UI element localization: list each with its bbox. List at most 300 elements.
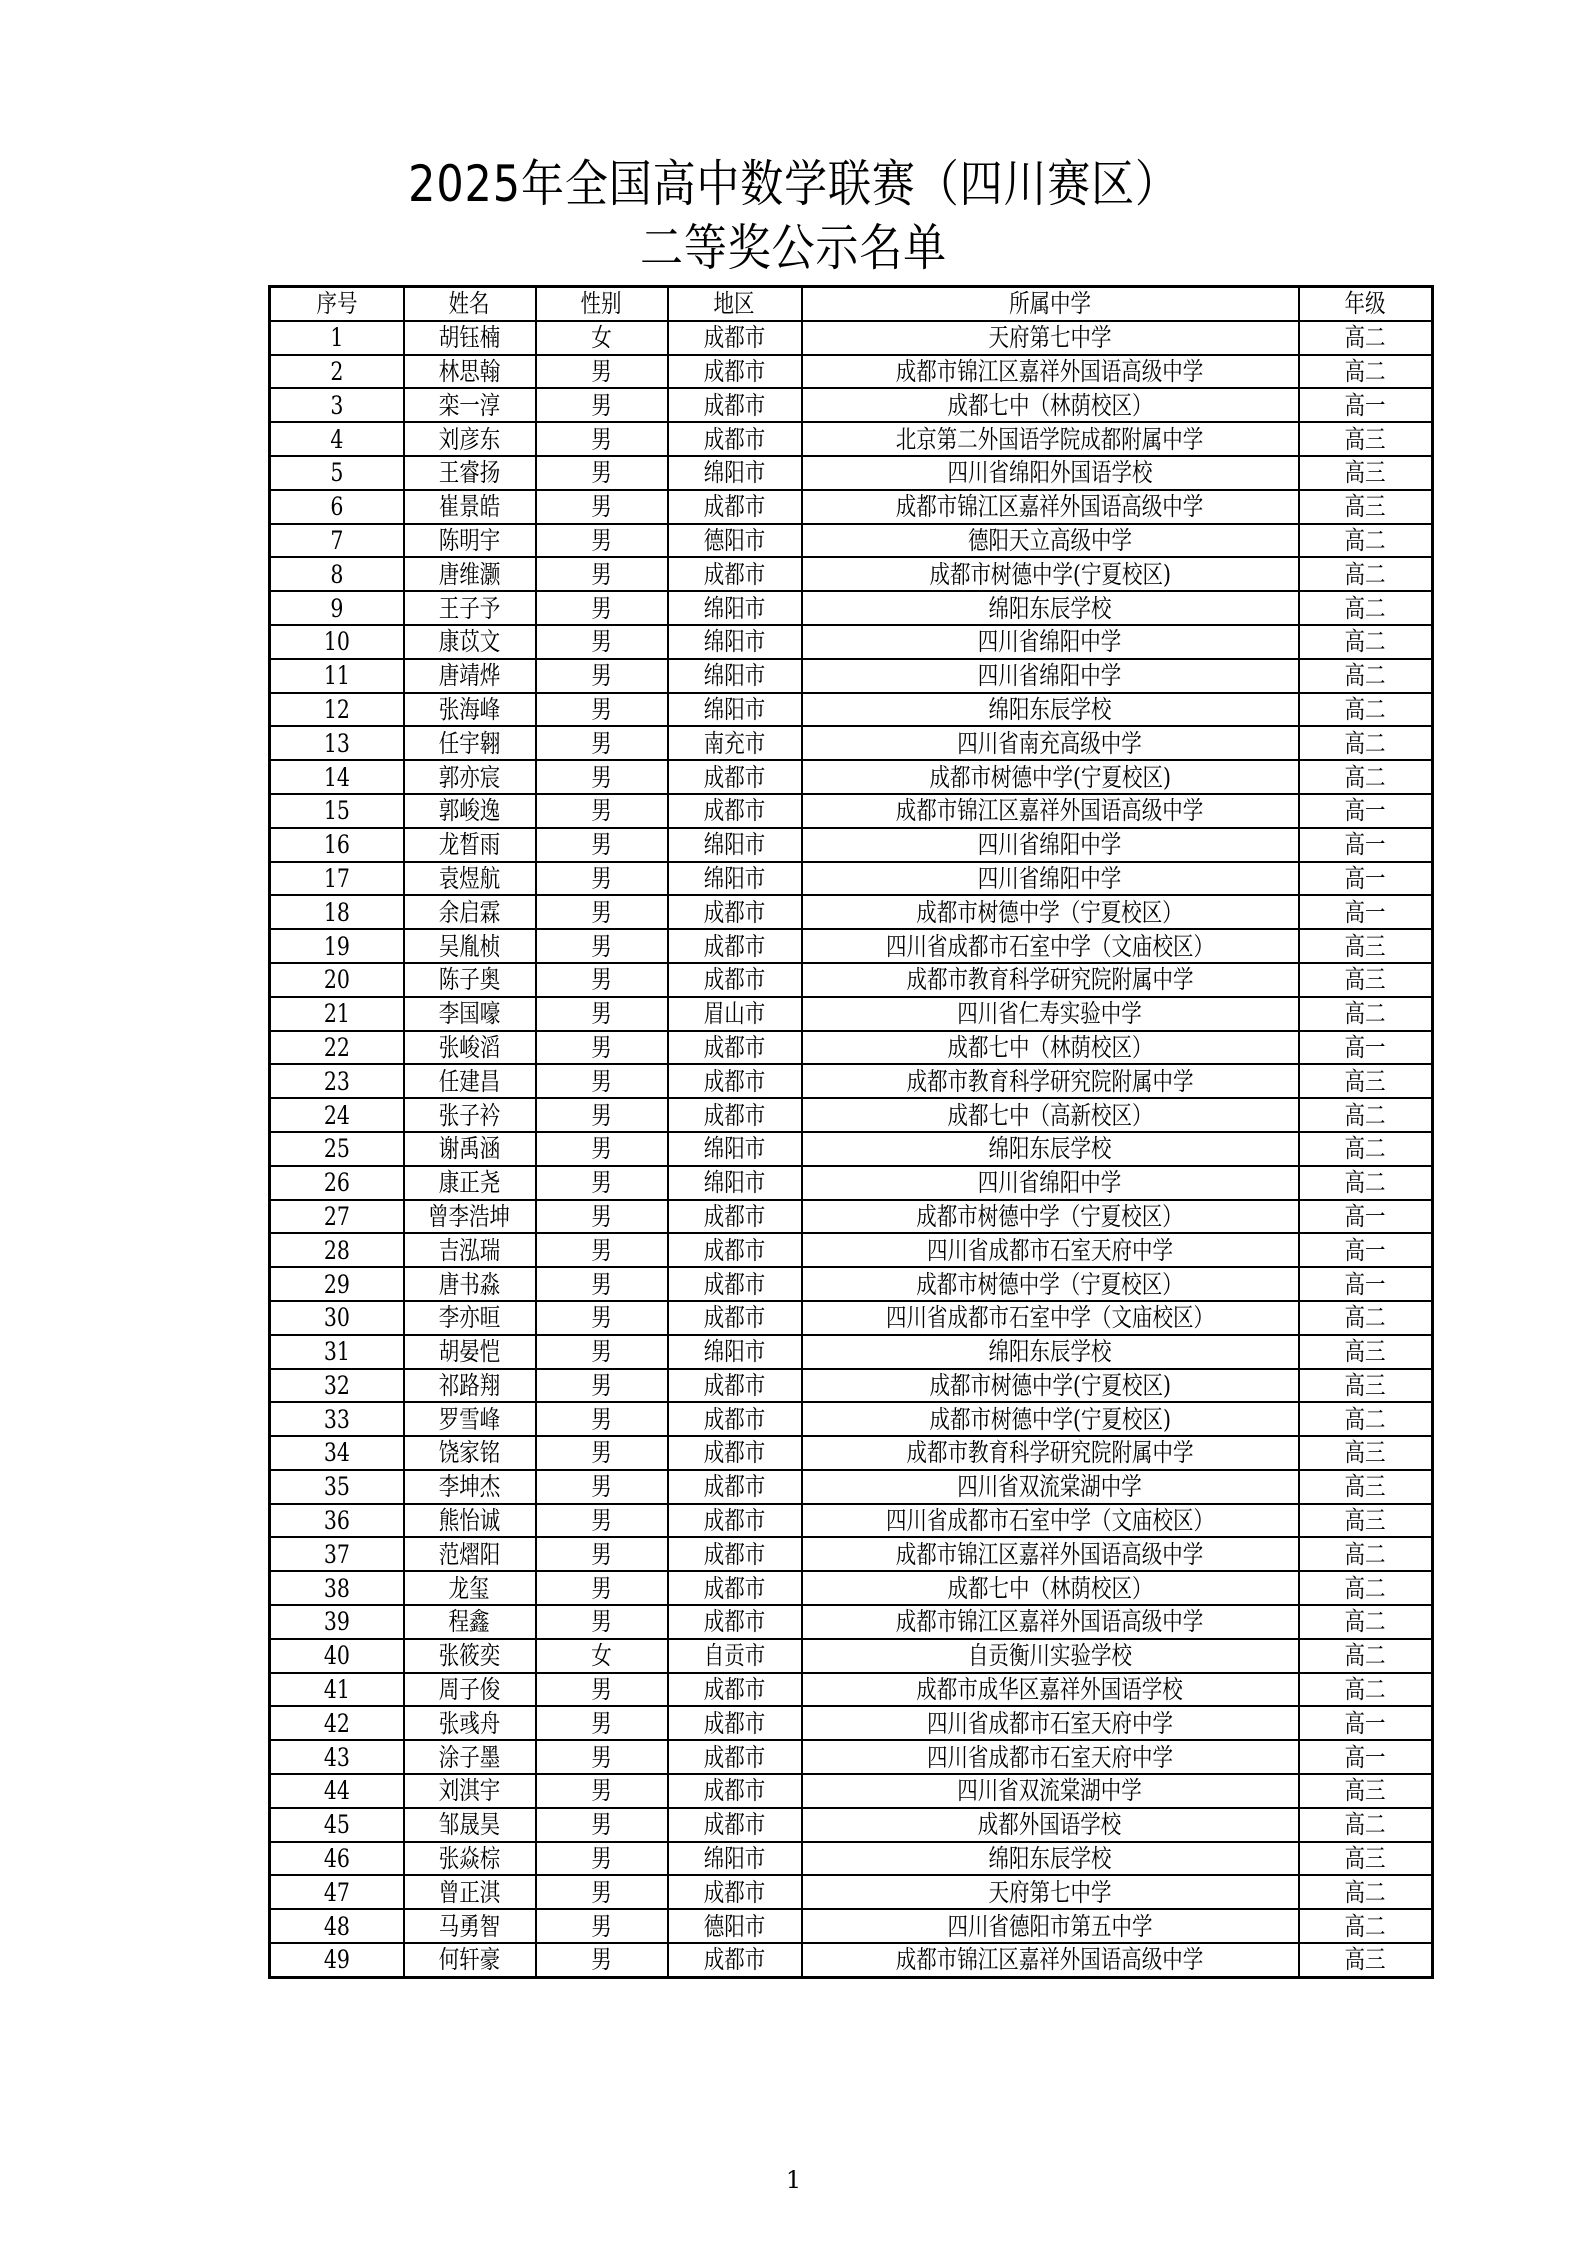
cell-gender: 男 <box>536 895 668 929</box>
cell-index: 27 <box>270 1200 404 1234</box>
cell-region: 成都市 <box>668 355 802 389</box>
cell-grade: 高三 <box>1299 422 1433 456</box>
table-row <box>270 1740 1433 1774</box>
table-row <box>270 794 1433 828</box>
cell-name: 胡晏恺 <box>404 1335 536 1369</box>
cell-name: 余启霖 <box>404 895 536 929</box>
cell-name: 郭亦宸 <box>404 760 536 794</box>
cell-region: 绵阳市 <box>668 862 802 896</box>
cell-gender: 男 <box>536 456 668 490</box>
cell-school: 成都七中（林荫校区） <box>802 388 1299 422</box>
cell-name: 陈明宇 <box>404 524 536 558</box>
table-row <box>270 726 1433 760</box>
cell-region: 成都市 <box>668 1774 802 1808</box>
table-row <box>270 1504 1433 1538</box>
cell-index: 38 <box>270 1571 404 1605</box>
cell-school: 绵阳东辰学校 <box>802 591 1299 625</box>
table-row <box>270 828 1433 862</box>
cell-index: 32 <box>270 1369 404 1403</box>
table-row <box>270 1031 1433 1065</box>
page-number: 1 <box>785 2166 802 2194</box>
cell-name: 何轩豪 <box>404 1943 536 1977</box>
cell-school: 成都市锦江区嘉祥外国语高级中学 <box>802 794 1299 828</box>
cell-grade: 高二 <box>1299 1537 1433 1571</box>
cell-grade: 高二 <box>1299 726 1433 760</box>
cell-gender: 男 <box>536 1943 668 1977</box>
cell-school: 四川省成都市石室中学（文庙校区） <box>802 1301 1299 1335</box>
cell-region: 成都市 <box>668 929 802 963</box>
cell-grade: 高一 <box>1299 862 1433 896</box>
cell-region: 成都市 <box>668 1200 802 1234</box>
cell-index: 12 <box>270 693 404 727</box>
cell-grade: 高三 <box>1299 456 1433 490</box>
table-row <box>270 625 1433 659</box>
cell-gender: 男 <box>536 1842 668 1876</box>
cell-school: 四川省绵阳中学 <box>802 659 1299 693</box>
table-row <box>270 456 1433 490</box>
cell-name: 熊怡诚 <box>404 1504 536 1538</box>
table-row <box>270 1436 1433 1470</box>
cell-region: 成都市 <box>668 1436 802 1470</box>
header-region: 地区 <box>668 287 802 321</box>
cell-region: 绵阳市 <box>668 828 802 862</box>
cell-school: 绵阳东辰学校 <box>802 693 1299 727</box>
cell-grade: 高二 <box>1299 591 1433 625</box>
cell-grade: 高二 <box>1299 557 1433 591</box>
cell-index: 24 <box>270 1098 404 1132</box>
cell-index: 16 <box>270 828 404 862</box>
table-row <box>270 1470 1433 1504</box>
cell-name: 李坤杰 <box>404 1470 536 1504</box>
table-body <box>270 321 1433 1978</box>
cell-name: 涂子墨 <box>404 1740 536 1774</box>
cell-index: 35 <box>270 1470 404 1504</box>
cell-grade: 高一 <box>1299 1267 1433 1301</box>
cell-index: 17 <box>270 862 404 896</box>
cell-name: 林思翰 <box>404 355 536 389</box>
cell-region: 成都市 <box>668 1267 802 1301</box>
cell-name: 罗雪峰 <box>404 1402 536 1436</box>
table-row <box>270 355 1433 389</box>
cell-grade: 高一 <box>1299 1740 1433 1774</box>
cell-grade: 高二 <box>1299 1571 1433 1605</box>
cell-index: 3 <box>270 388 404 422</box>
cell-school: 成都市树德中学(宁夏校区) <box>802 557 1299 591</box>
table-row <box>270 1605 1433 1639</box>
cell-region: 绵阳市 <box>668 1166 802 1200</box>
cell-gender: 男 <box>536 1909 668 1943</box>
cell-school: 成都市教育科学研究院附属中学 <box>802 1064 1299 1098</box>
cell-index: 18 <box>270 895 404 929</box>
table-row <box>270 490 1433 524</box>
cell-school: 四川省成都市石室中学（文庙校区） <box>802 929 1299 963</box>
cell-grade: 高二 <box>1299 1639 1433 1673</box>
cell-school: 成都市树德中学(宁夏校区) <box>802 1402 1299 1436</box>
cell-index: 22 <box>270 1031 404 1065</box>
cell-index: 49 <box>270 1943 404 1977</box>
cell-index: 39 <box>270 1605 404 1639</box>
table-row <box>270 557 1433 591</box>
cell-region: 成都市 <box>668 1470 802 1504</box>
cell-gender: 男 <box>536 929 668 963</box>
cell-grade: 高三 <box>1299 1335 1433 1369</box>
cell-name: 饶家铭 <box>404 1436 536 1470</box>
cell-name: 袁煜航 <box>404 862 536 896</box>
cell-school: 四川省仁寿实验中学 <box>802 997 1299 1031</box>
cell-grade: 高二 <box>1299 1301 1433 1335</box>
cell-school: 四川省绵阳外国语学校 <box>802 456 1299 490</box>
cell-index: 14 <box>270 760 404 794</box>
award-list-table <box>268 285 1434 1979</box>
cell-region: 成都市 <box>668 1098 802 1132</box>
cell-school: 绵阳东辰学校 <box>802 1335 1299 1369</box>
cell-grade: 高二 <box>1299 1875 1433 1909</box>
cell-school: 自贡衡川实验学校 <box>802 1639 1299 1673</box>
cell-grade: 高二 <box>1299 1808 1433 1842</box>
cell-grade: 高一 <box>1299 1233 1433 1267</box>
cell-region: 绵阳市 <box>668 1335 802 1369</box>
table-row <box>270 929 1433 963</box>
table-row <box>270 1335 1433 1369</box>
cell-grade: 高三 <box>1299 1064 1433 1098</box>
cell-index: 47 <box>270 1875 404 1909</box>
cell-school: 成都七中（林荫校区） <box>802 1571 1299 1605</box>
cell-school: 天府第七中学 <box>802 321 1299 355</box>
cell-school: 四川省双流棠湖中学 <box>802 1470 1299 1504</box>
cell-index: 44 <box>270 1774 404 1808</box>
cell-school: 成都市树德中学（宁夏校区） <box>802 1200 1299 1234</box>
cell-school: 成都市树德中学(宁夏校区) <box>802 760 1299 794</box>
cell-grade: 高三 <box>1299 1504 1433 1538</box>
cell-grade: 高二 <box>1299 659 1433 693</box>
cell-school: 成都七中（林荫校区） <box>802 1031 1299 1065</box>
table-row <box>270 1200 1433 1234</box>
cell-school: 成都市成华区嘉祥外国语学校 <box>802 1673 1299 1707</box>
cell-school: 成都市锦江区嘉祥外国语高级中学 <box>802 1943 1299 1977</box>
cell-gender: 女 <box>536 1639 668 1673</box>
table-row <box>270 1402 1433 1436</box>
table-row <box>270 388 1433 422</box>
cell-grade: 高一 <box>1299 388 1433 422</box>
table-row <box>270 591 1433 625</box>
cell-region: 成都市 <box>668 1875 802 1909</box>
cell-school: 天府第七中学 <box>802 1875 1299 1909</box>
cell-name: 吴胤桢 <box>404 929 536 963</box>
header-index: 序号 <box>270 287 404 321</box>
cell-index: 46 <box>270 1842 404 1876</box>
cell-region: 绵阳市 <box>668 693 802 727</box>
cell-name: 张焱棕 <box>404 1842 536 1876</box>
cell-index: 2 <box>270 355 404 389</box>
cell-name: 祁路翔 <box>404 1369 536 1403</box>
cell-index: 40 <box>270 1639 404 1673</box>
cell-gender: 男 <box>536 355 668 389</box>
table-row <box>270 1064 1433 1098</box>
cell-region: 成都市 <box>668 794 802 828</box>
cell-index: 25 <box>270 1132 404 1166</box>
cell-name: 龙玺 <box>404 1571 536 1605</box>
cell-grade: 高二 <box>1299 1673 1433 1707</box>
cell-name: 曾正淇 <box>404 1875 536 1909</box>
cell-index: 21 <box>270 997 404 1031</box>
table-row <box>270 1537 1433 1571</box>
cell-index: 41 <box>270 1673 404 1707</box>
cell-name: 马勇智 <box>404 1909 536 1943</box>
cell-school: 成都市教育科学研究院附属中学 <box>802 1436 1299 1470</box>
cell-school: 四川省成都市石室中学（文庙校区） <box>802 1504 1299 1538</box>
cell-grade: 高一 <box>1299 794 1433 828</box>
cell-region: 德阳市 <box>668 524 802 558</box>
table-row <box>270 1166 1433 1200</box>
cell-grade: 高二 <box>1299 1098 1433 1132</box>
cell-gender: 男 <box>536 659 668 693</box>
cell-region: 成都市 <box>668 760 802 794</box>
table-row <box>270 1301 1433 1335</box>
cell-gender: 男 <box>536 1369 668 1403</box>
cell-school: 成都市树德中学（宁夏校区） <box>802 895 1299 929</box>
cell-index: 33 <box>270 1402 404 1436</box>
cell-school: 德阳天立高级中学 <box>802 524 1299 558</box>
cell-name: 程鑫 <box>404 1605 536 1639</box>
cell-name: 张峻滔 <box>404 1031 536 1065</box>
table-row <box>270 1369 1433 1403</box>
cell-gender: 男 <box>536 1132 668 1166</box>
cell-index: 4 <box>270 422 404 456</box>
cell-gender: 男 <box>536 490 668 524</box>
cell-index: 48 <box>270 1909 404 1943</box>
cell-index: 23 <box>270 1064 404 1098</box>
table-row <box>270 1267 1433 1301</box>
table-header-row <box>270 287 1433 321</box>
cell-region: 绵阳市 <box>668 1132 802 1166</box>
cell-gender: 男 <box>536 1571 668 1605</box>
table-row <box>270 1706 1433 1740</box>
cell-gender: 男 <box>536 1064 668 1098</box>
table-row <box>270 1943 1433 1977</box>
cell-name: 范熠阳 <box>404 1537 536 1571</box>
table-row <box>270 760 1433 794</box>
cell-gender: 男 <box>536 1402 668 1436</box>
table-row <box>270 997 1433 1031</box>
table-row <box>270 693 1433 727</box>
cell-region: 成都市 <box>668 1605 802 1639</box>
cell-school: 成都七中（高新校区） <box>802 1098 1299 1132</box>
cell-region: 成都市 <box>668 1673 802 1707</box>
cell-gender: 男 <box>536 1200 668 1234</box>
cell-index: 10 <box>270 625 404 659</box>
cell-school: 四川省成都市石室天府中学 <box>802 1740 1299 1774</box>
cell-grade: 高三 <box>1299 1774 1433 1808</box>
cell-gender: 男 <box>536 422 668 456</box>
cell-name: 张海峰 <box>404 693 536 727</box>
cell-gender: 男 <box>536 1301 668 1335</box>
cell-index: 5 <box>270 456 404 490</box>
cell-school: 四川省南充高级中学 <box>802 726 1299 760</box>
cell-gender: 男 <box>536 1031 668 1065</box>
cell-name: 张子衿 <box>404 1098 536 1132</box>
document-subtitle: 二等奖公示名单 <box>639 219 948 277</box>
cell-region: 成都市 <box>668 1301 802 1335</box>
cell-grade: 高二 <box>1299 997 1433 1031</box>
cell-region: 南充市 <box>668 726 802 760</box>
document-title: 2025年全国高中数学联赛（四川赛区） <box>408 155 1179 213</box>
cell-region: 成都市 <box>668 1571 802 1605</box>
cell-region: 成都市 <box>668 1537 802 1571</box>
header-school: 所属中学 <box>802 287 1299 321</box>
cell-index: 8 <box>270 557 404 591</box>
cell-index: 11 <box>270 659 404 693</box>
table-row <box>270 1571 1433 1605</box>
cell-gender: 男 <box>536 1335 668 1369</box>
cell-school: 北京第二外国语学院成都附属中学 <box>802 422 1299 456</box>
cell-region: 成都市 <box>668 490 802 524</box>
cell-region: 成都市 <box>668 388 802 422</box>
cell-index: 30 <box>270 1301 404 1335</box>
cell-gender: 男 <box>536 625 668 659</box>
cell-gender: 男 <box>536 388 668 422</box>
cell-school: 四川省绵阳中学 <box>802 1166 1299 1200</box>
cell-grade: 高二 <box>1299 760 1433 794</box>
cell-region: 成都市 <box>668 422 802 456</box>
cell-school: 四川省成都市石室天府中学 <box>802 1233 1299 1267</box>
cell-school: 成都市锦江区嘉祥外国语高级中学 <box>802 355 1299 389</box>
table-row <box>270 1808 1433 1842</box>
header-name: 姓名 <box>404 287 536 321</box>
cell-index: 29 <box>270 1267 404 1301</box>
cell-grade: 高一 <box>1299 828 1433 862</box>
cell-region: 绵阳市 <box>668 456 802 490</box>
cell-region: 成都市 <box>668 1740 802 1774</box>
cell-gender: 男 <box>536 693 668 727</box>
cell-grade: 高一 <box>1299 1031 1433 1065</box>
cell-gender: 男 <box>536 963 668 997</box>
cell-grade: 高二 <box>1299 1166 1433 1200</box>
cell-region: 成都市 <box>668 895 802 929</box>
cell-school: 四川省绵阳中学 <box>802 862 1299 896</box>
cell-grade: 高二 <box>1299 625 1433 659</box>
cell-index: 6 <box>270 490 404 524</box>
cell-name: 李亦晅 <box>404 1301 536 1335</box>
header-grade: 年级 <box>1299 287 1433 321</box>
cell-name: 唐书淼 <box>404 1267 536 1301</box>
cell-region: 自贡市 <box>668 1639 802 1673</box>
cell-gender: 男 <box>536 997 668 1031</box>
cell-grade: 高一 <box>1299 1706 1433 1740</box>
cell-region: 成都市 <box>668 963 802 997</box>
cell-grade: 高二 <box>1299 1605 1433 1639</box>
cell-grade: 高三 <box>1299 1943 1433 1977</box>
cell-name: 张筱奕 <box>404 1639 536 1673</box>
cell-index: 28 <box>270 1233 404 1267</box>
cell-index: 37 <box>270 1537 404 1571</box>
table-row <box>270 659 1433 693</box>
table-row <box>270 1098 1433 1132</box>
cell-grade: 高三 <box>1299 1470 1433 1504</box>
cell-school: 四川省德阳市第五中学 <box>802 1909 1299 1943</box>
cell-school: 四川省双流棠湖中学 <box>802 1774 1299 1808</box>
cell-grade: 高二 <box>1299 524 1433 558</box>
cell-region: 成都市 <box>668 1402 802 1436</box>
cell-region: 眉山市 <box>668 997 802 1031</box>
cell-gender: 男 <box>536 1673 668 1707</box>
cell-school: 四川省绵阳中学 <box>802 828 1299 862</box>
cell-name: 任建昌 <box>404 1064 536 1098</box>
cell-name: 刘彦东 <box>404 422 536 456</box>
cell-name: 王睿扬 <box>404 456 536 490</box>
cell-index: 45 <box>270 1808 404 1842</box>
document-title-block <box>0 152 1587 280</box>
cell-grade: 高一 <box>1299 1200 1433 1234</box>
cell-grade: 高二 <box>1299 1909 1433 1943</box>
cell-region: 成都市 <box>668 1706 802 1740</box>
cell-region: 成都市 <box>668 1064 802 1098</box>
table-row <box>270 1774 1433 1808</box>
cell-gender: 男 <box>536 524 668 558</box>
table-row <box>270 1132 1433 1166</box>
table-row <box>270 862 1433 896</box>
cell-school: 四川省成都市石室天府中学 <box>802 1706 1299 1740</box>
cell-gender: 男 <box>536 1706 668 1740</box>
cell-school: 成都市锦江区嘉祥外国语高级中学 <box>802 1605 1299 1639</box>
cell-grade: 高二 <box>1299 1132 1433 1166</box>
cell-grade: 高三 <box>1299 1842 1433 1876</box>
cell-region: 绵阳市 <box>668 625 802 659</box>
cell-name: 康苡文 <box>404 625 536 659</box>
table-row <box>270 1233 1433 1267</box>
cell-gender: 男 <box>536 828 668 862</box>
cell-gender: 男 <box>536 1098 668 1132</box>
cell-region: 绵阳市 <box>668 591 802 625</box>
cell-name: 张彧舟 <box>404 1706 536 1740</box>
cell-index: 31 <box>270 1335 404 1369</box>
cell-grade: 高三 <box>1299 490 1433 524</box>
cell-gender: 男 <box>536 1605 668 1639</box>
cell-name: 周子俊 <box>404 1673 536 1707</box>
cell-index: 20 <box>270 963 404 997</box>
cell-name: 王子予 <box>404 591 536 625</box>
cell-school: 成都市树德中学（宁夏校区） <box>802 1267 1299 1301</box>
cell-gender: 男 <box>536 1233 668 1267</box>
cell-index: 42 <box>270 1706 404 1740</box>
cell-name: 龙晳雨 <box>404 828 536 862</box>
table-row <box>270 1639 1433 1673</box>
cell-name: 崔景皓 <box>404 490 536 524</box>
cell-gender: 男 <box>536 1740 668 1774</box>
cell-gender: 男 <box>536 1808 668 1842</box>
table-row <box>270 963 1433 997</box>
table-row <box>270 1875 1433 1909</box>
cell-gender: 男 <box>536 1436 668 1470</box>
cell-grade: 高三 <box>1299 1369 1433 1403</box>
cell-gender: 男 <box>536 1470 668 1504</box>
cell-region: 成都市 <box>668 1504 802 1538</box>
cell-index: 13 <box>270 726 404 760</box>
cell-name: 胡钰楠 <box>404 321 536 355</box>
cell-gender: 男 <box>536 862 668 896</box>
cell-grade: 高二 <box>1299 693 1433 727</box>
cell-index: 34 <box>270 1436 404 1470</box>
cell-school: 绵阳东辰学校 <box>802 1132 1299 1166</box>
cell-gender: 女 <box>536 321 668 355</box>
cell-gender: 男 <box>536 1875 668 1909</box>
cell-grade: 高三 <box>1299 929 1433 963</box>
cell-school: 成都外国语学校 <box>802 1808 1299 1842</box>
cell-gender: 男 <box>536 1166 668 1200</box>
cell-name: 谢禹涵 <box>404 1132 536 1166</box>
cell-region: 德阳市 <box>668 1909 802 1943</box>
cell-name: 刘淇宇 <box>404 1774 536 1808</box>
cell-name: 吉泓瑞 <box>404 1233 536 1267</box>
